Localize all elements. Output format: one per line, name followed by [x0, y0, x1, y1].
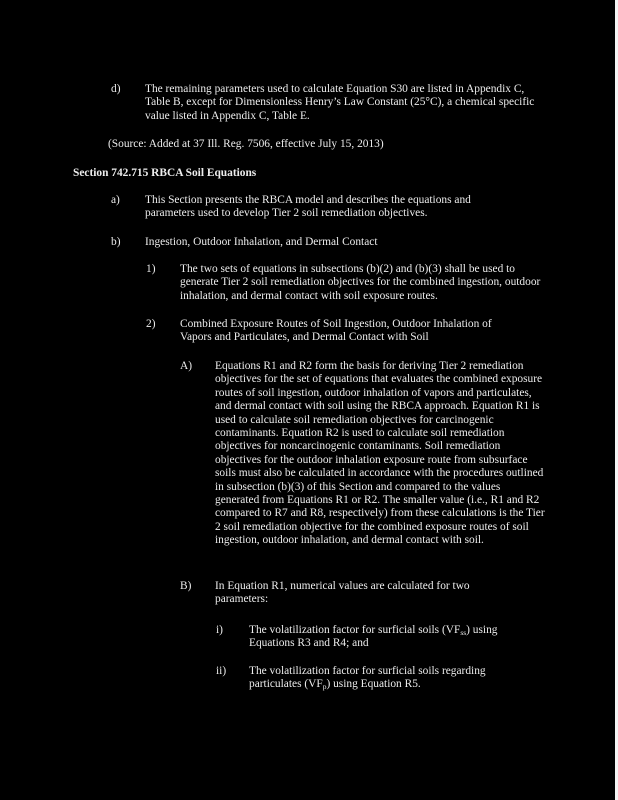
item-ii-subscript: p	[322, 682, 327, 692]
item-b1-text: The two sets of equations in subsections (b)(2) and (b)(3) shall be used to generate Tier 2 soil remediation objectives for the combined ingestion, outdoor inhalation, and dermal contact with soil exposure routes.	[180, 263, 541, 302]
item-i-text	[249, 624, 521, 651]
item-b2-label: 2)	[146, 318, 156, 330]
item-b-label: b)	[111, 236, 121, 248]
item-d-label: d)	[111, 83, 121, 95]
item-b-text: Ingestion, Outdoor Inhalation, and Dermal Contact	[145, 236, 378, 248]
item-B-text: In Equation R1, numerical values are calculated for two parameters:	[215, 580, 470, 606]
item-d-text: The remaining parameters used to calculate Equation S30 are listed in Appendix C, Table B, except for Dimensionless Henry’s Law Constant (25°C), a chemical specific value listed in Appendix C, Table E.	[145, 83, 535, 122]
item-b1-label: 1)	[146, 263, 156, 275]
item-i-text-post: ) using Equations R3 and R4; and	[249, 624, 498, 650]
item-ii-label: ii)	[216, 665, 227, 677]
item-a-label: a)	[111, 194, 120, 206]
item-i-label: i)	[216, 624, 223, 636]
item-a-text: This Section presents the RBCA model and describes the equations and parameters used to develop Tier 2 soil remediation objectives.	[145, 194, 471, 220]
item-ii-text-pre: The volatilization factor for surficial soils regarding particulates (VF	[249, 665, 486, 691]
item-B-label: B)	[180, 580, 192, 592]
item-i-text-pre: The volatilization factor for surficial soils (VF	[249, 624, 461, 636]
item-A-text: Equations R1 and R2 form the basis for deriving Tier 2 remediation objectives for the set of equations that evaluates the combined exposure routes of soil ingestion, outdoor inhalation of vapors and particulates, and dermal contact with soil using the RBCA approach. Equation R1 is used to calculate soil remediation objectives for carcinogenic contaminants. Equation R2 is used to calculate soil remediation objectives for noncarcinogenic contaminants. Soil remediation objectives for the outdoor inhalation exposure route from subsurface soils must also be calculated in accordance with the procedures outlined in subsection (b)(3) of this Section and compared to the values generated from Equations R1 or R2. The smaller value (i.e., R1 and R2 compared to R7 and R8, respectively) from these calculations is the Tier 2 soil remediation objective for the combined exposure routes of soil ingestion, outdoor inhalation, and dermal contact with soil.	[215, 360, 545, 547]
item-b2-text: Combined Exposure Routes of Soil Ingestion, Outdoor Inhalation of Vapors and Particulates, and Dermal Contact with Soil	[180, 318, 492, 344]
section-heading: Section 742.715 RBCA Soil Equations	[73, 167, 257, 179]
item-ii-text-post: ) using Equation R5.	[326, 678, 421, 691]
item-i-subscript: ss	[460, 628, 467, 637]
item-A-label: A)	[180, 360, 193, 372]
source-note: (Source: Added at 37 Ill. Reg. 7506, effective July 15, 2013)	[108, 138, 384, 150]
item-ii-text	[249, 665, 511, 692]
